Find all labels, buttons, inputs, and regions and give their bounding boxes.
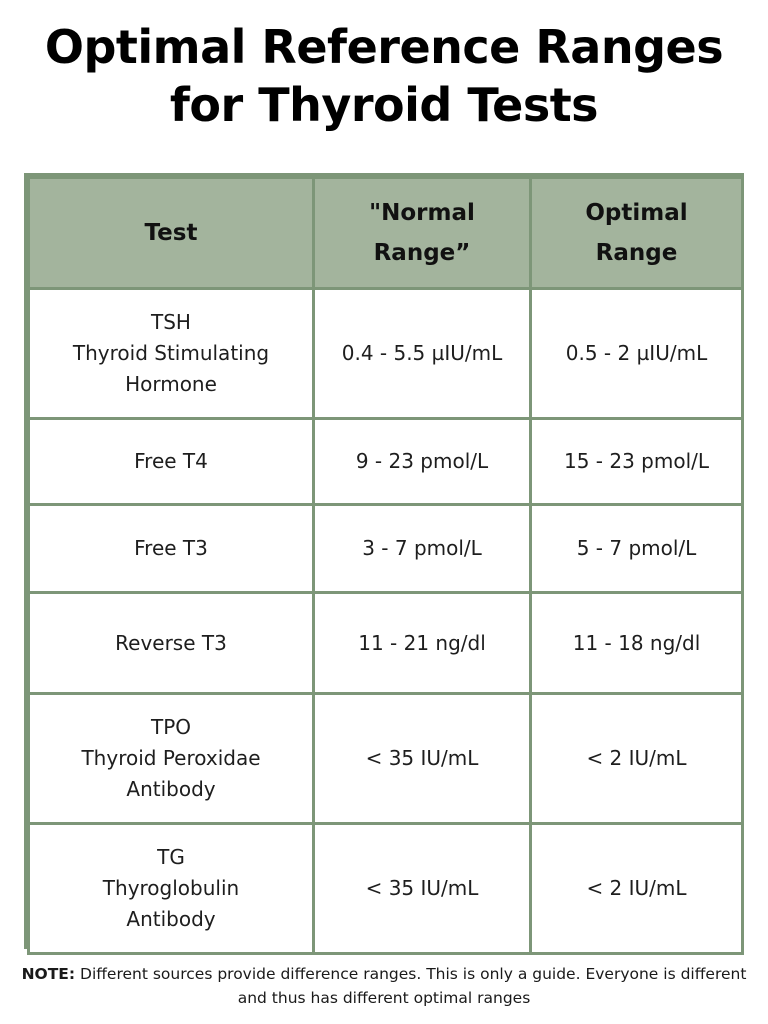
test-cell xyxy=(29,419,314,505)
test-name-line: Antibody xyxy=(126,907,216,931)
footnote-label: NOTE: xyxy=(21,965,76,983)
header-test xyxy=(29,178,314,289)
footnote xyxy=(20,962,748,1010)
normal-range-cell: < 35 IU/mL xyxy=(314,824,531,954)
page-title xyxy=(0,18,768,134)
test-name-line: TSH xyxy=(151,310,191,334)
optimal-range-cell: 11 - 18 ng/dl xyxy=(531,593,743,694)
table-row xyxy=(29,694,743,824)
page-title-line-2: for Thyroid Tests xyxy=(169,78,599,132)
test-name-line: Free T4 xyxy=(134,449,208,473)
optimal-range-cell: < 2 IU/mL xyxy=(531,824,743,954)
optimal-range-cell: < 2 IU/mL xyxy=(531,694,743,824)
table-row xyxy=(29,824,743,954)
optimal-range-cell: 15 - 23 pmol/L xyxy=(531,419,743,505)
table-row xyxy=(29,289,743,419)
reference-ranges-table-container xyxy=(24,173,744,949)
normal-range-cell: 11 - 21 ng/dl xyxy=(314,593,531,694)
test-cell xyxy=(29,824,314,954)
header-optimal-line-1: Optimal xyxy=(585,200,688,226)
test-name-line: Hormone xyxy=(125,372,217,396)
test-name-line: Reverse T3 xyxy=(115,630,227,655)
normal-range-cell: 9 - 23 pmol/L xyxy=(314,419,531,505)
header-optimal-range xyxy=(531,178,743,289)
normal-range-cell: 3 - 7 pmol/L xyxy=(314,505,531,593)
normal-range-cell: < 35 IU/mL xyxy=(314,694,531,824)
test-name-line: TG xyxy=(157,845,185,869)
header-normal-range xyxy=(314,178,531,289)
test-cell xyxy=(29,593,314,694)
optimal-range-cell: 5 - 7 pmol/L xyxy=(531,505,743,593)
table-row xyxy=(29,419,743,505)
test-name-line: TPO xyxy=(150,715,192,739)
test-cell xyxy=(29,694,314,824)
table-header-row xyxy=(29,178,743,289)
test-name-line: Antibody xyxy=(126,777,216,801)
table-row xyxy=(29,505,743,593)
header-optimal-line-2: Range xyxy=(595,240,678,266)
test-name-line: Thyroglobulin xyxy=(102,876,240,900)
test-cell xyxy=(29,505,314,593)
test-name-line: Thyroid Stimulating xyxy=(72,341,270,365)
test-name-line: Free T3 xyxy=(134,536,208,560)
reference-ranges-table xyxy=(27,176,744,955)
optimal-range-cell: 0.5 - 2 µIU/mL xyxy=(531,289,743,419)
header-test-label: Test xyxy=(144,220,198,246)
page-title-line-1: Optimal Reference Ranges xyxy=(44,20,724,74)
normal-range-cell: 0.4 - 5.5 µIU/mL xyxy=(314,289,531,419)
test-name-line: Thyroid Peroxidae xyxy=(81,746,261,770)
header-normal-line-1: "Normal xyxy=(369,200,475,226)
header-normal-line-2: Range” xyxy=(373,240,471,266)
table-row xyxy=(29,593,743,694)
test-cell xyxy=(29,289,314,419)
footnote-text: Different sources provide difference ranges. This is only a guide. Everyone is different and thus has different optimal ranges xyxy=(75,965,747,1007)
